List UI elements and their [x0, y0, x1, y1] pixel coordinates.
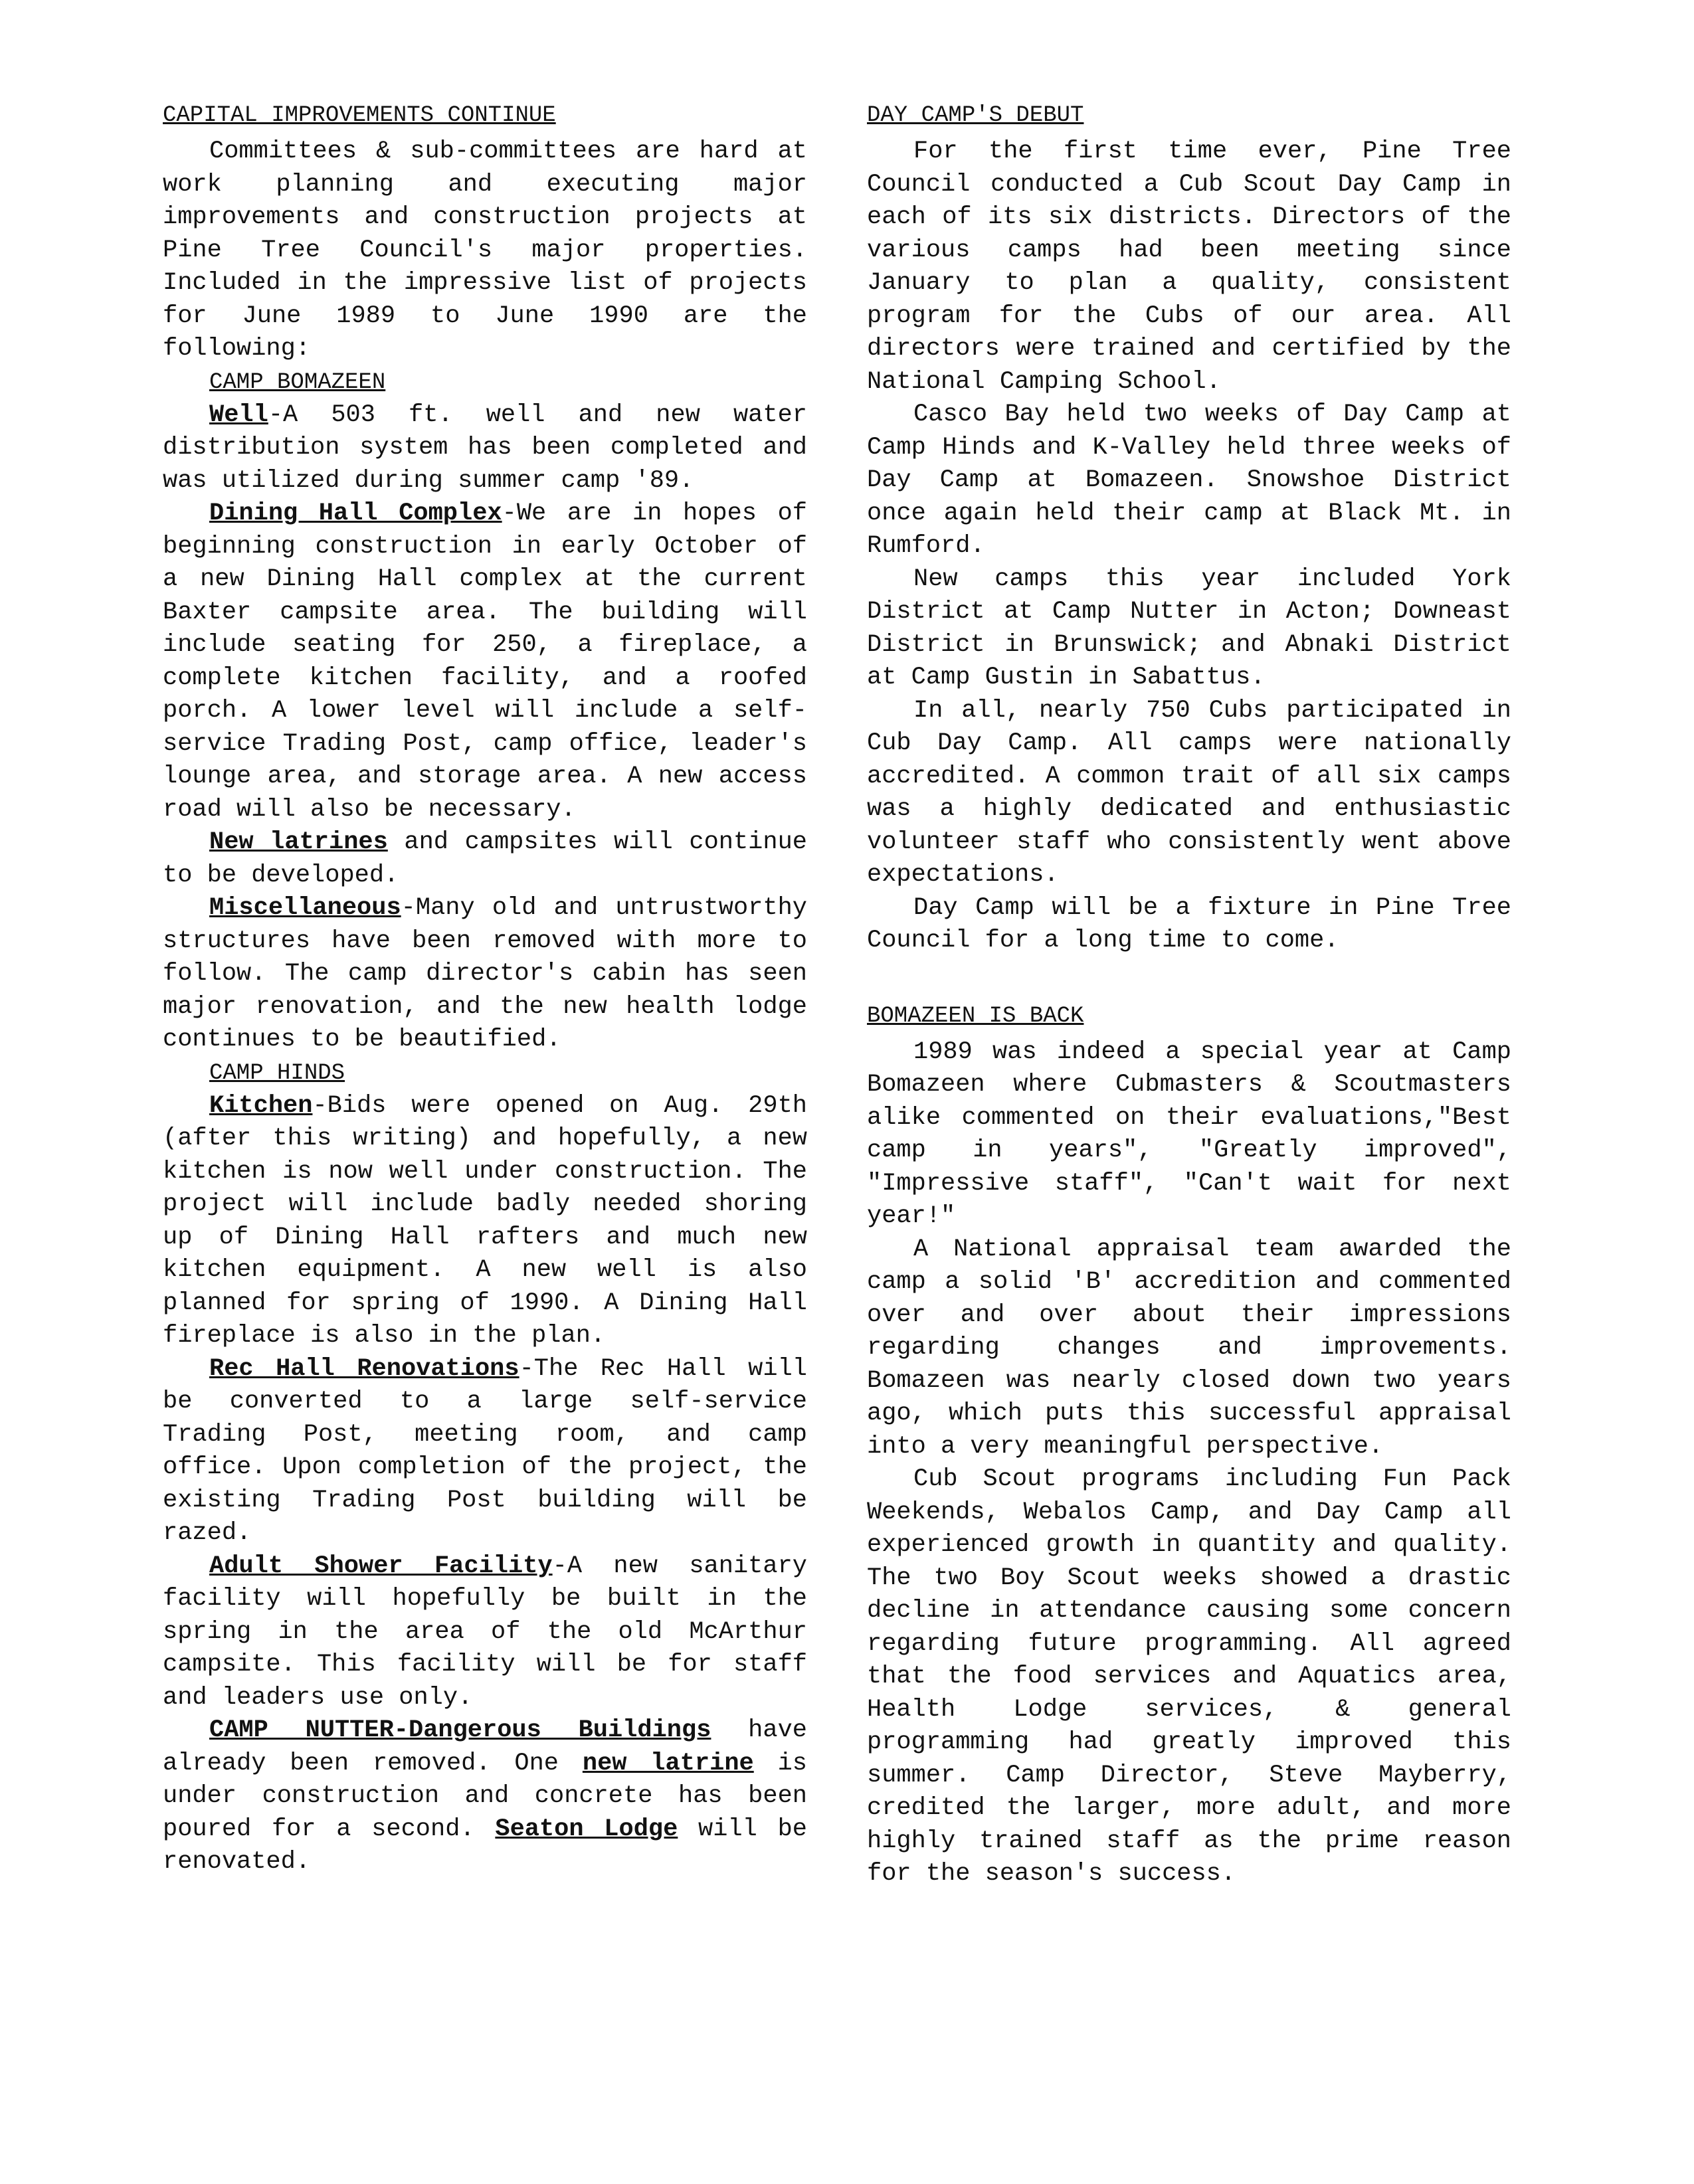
day-camp-paragraph-1: For the first time ever, Pine Tree Council conducted a Cub Scout Day Camp in each of its six districts. Directors of the various camps had been meeting since January to plan a quality, consistent program for the Cubs of our area. All directors were trained and certified by the National Camping School.	[867, 137, 1511, 396]
bomazeen-is-back-heading: BOMAZEEN IS BACK	[867, 1003, 1084, 1029]
day-camp-paragraph-5: Day Camp will be a fixture in Pine Tree Council for a long time to come.	[867, 893, 1511, 955]
capital-improvements-intro: Committees & sub-committees are hard at work planning and executing major improvements and construction projects at Pine Tree Council's major properties. Included in the impressive list of projects for June 1989 to June 1990 are the following:	[163, 137, 807, 363]
rec-hall-lead: Rec Hall Renovations	[209, 1354, 519, 1383]
section-spacer	[867, 958, 1511, 1000]
bomazeen-back-paragraph-1: 1989 was indeed a special year at Camp Bomazeen where Cubmasters & Scoutmasters alike commented on their evaluations,"Best camp in years", "Greatly improved", "Impressive staff", "Can't wait for next year!"	[867, 1038, 1511, 1230]
day-camp-paragraph-4: In all, nearly 750 Cubs participated in Cub Day Camp. All camps were nationally accredited. A common trait of all six camps was a highly dedicated and enthusiastic volunteer staff who consistently went above expectations.	[867, 696, 1511, 889]
camp-hinds-heading: CAMP HINDS	[209, 1060, 345, 1086]
bomazeen-well-paragraph	[163, 399, 807, 498]
hinds-kitchen-paragraph	[163, 1090, 807, 1353]
bomazeen-dining-paragraph	[163, 498, 807, 826]
seaton-lodge-lead: Seaton Lodge	[495, 1815, 678, 1843]
camp-bomazeen-heading: CAMP BOMAZEEN	[209, 369, 386, 395]
dining-hall-lead: Dining Hall Complex	[209, 500, 502, 527]
bomazeen-latrines-paragraph	[163, 826, 807, 892]
nutter-text-2: is under construction and concrete has been poured for a second.	[163, 1749, 807, 1843]
nutter-text-3: will be renovated.	[163, 1815, 807, 1876]
day-camp-heading: DAY CAMP'S DEBUT	[867, 103, 1084, 128]
hinds-rec-hall-paragraph	[163, 1353, 807, 1550]
latrines-lead: New latrines	[209, 828, 388, 856]
bomazeen-back-paragraph-3: Cub Scout programs including Fun Pack Weekends, Webalos Camp, and Day Camp all experienced growth in quantity and quality. The two Boy Scout weeks showed a drastic decline in attendance causing some concern regarding future programming. All agreed that the food services and Aquatics area, Health Lodge services, & general programming had greatly improved this summer. Camp Director, Steve Mayberry, credited the larger, more adult, and more highly trained staff as the prime reason for the season's success.	[867, 1465, 1511, 1888]
misc-lead: Miscellaneous	[209, 894, 401, 922]
capital-improvements-heading: CAPITAL IMPROVEMENTS CONTINUE	[163, 103, 556, 128]
bomazeen-back-paragraph-2: A National appraisal team awarded the camp a solid 'B' accredition and commented over and over about their impressions regarding changes and improvements. Bomazeen was nearly closed down two years ago, which puts this successful appraisal into a very meaningful perspective.	[867, 1235, 1511, 1461]
day-camp-paragraph-2: Casco Bay held two weeks of Day Camp at Camp Hinds and K-Valley held three weeks of Day Camp at Bomazeen. Snowshoe District once again held their camp at Black Mt. in Rumford.	[867, 401, 1511, 560]
dining-hall-text: -We are in hopes of beginning construction in early October of a new Dining Hall complex at the current Baxter campsite area. The building will include seating for 250, a fireplace, a complete kitchen facility, and a roofed porch. A lower level will include a self-service Trading Post, camp office, leader's lounge area, and storage area. A new access road will also be necessary.	[163, 500, 807, 824]
kitchen-lead: Kitchen	[209, 1091, 313, 1120]
bomazeen-misc-paragraph	[163, 892, 807, 1057]
kitchen-text: -Bids were opened on Aug. 29th (after this writing) and hopefully, a new kitchen is now well under construction. The project will include badly needed shoring up of Dining Hall rafters and much new kitchen equipment. A new well is also planned for spring of 1990. A Dining Hall fireplace is also in the plan.	[163, 1091, 807, 1350]
left-column	[163, 100, 807, 1879]
hinds-shower-paragraph	[163, 1550, 807, 1715]
latrines-text: and campsites will continue to be developed.	[163, 828, 807, 889]
camp-nutter-paragraph	[163, 1714, 807, 1879]
misc-text: -Many old and untrustworthy structures have been removed with more to follow. The camp director's cabin has seen major renovation, and the new health lodge continues to be beautified.	[163, 894, 807, 1053]
shower-lead: Adult Shower Facility	[209, 1552, 553, 1580]
well-lead: Well	[209, 401, 268, 429]
right-column	[867, 100, 1511, 1891]
nutter-text-1: have already been removed. One	[163, 1716, 807, 1777]
well-text: -A 503 ft. well and new water distribution system has been completed and was utilized during summer camp '89.	[163, 401, 807, 495]
day-camp-paragraph-3: New camps this year included York District at Camp Nutter in Acton; Downeast District in Brunswick; and Abnaki District at Camp Gustin in Sabattus.	[867, 565, 1511, 691]
nutter-latrine-lead: new latrine	[582, 1749, 754, 1777]
rec-hall-text: -The Rec Hall will be converted to a large self-service Trading Post, meeting room, and camp office. Upon completion of the project, the existing Trading Post building will be razed.	[163, 1354, 807, 1547]
shower-text: -A new sanitary facility will hopefully be built in the spring in the area of the old McArthur campsite. This facility will be for staff and leaders use only.	[163, 1552, 807, 1712]
nutter-lead: CAMP NUTTER-Dangerous Buildings	[209, 1716, 711, 1744]
